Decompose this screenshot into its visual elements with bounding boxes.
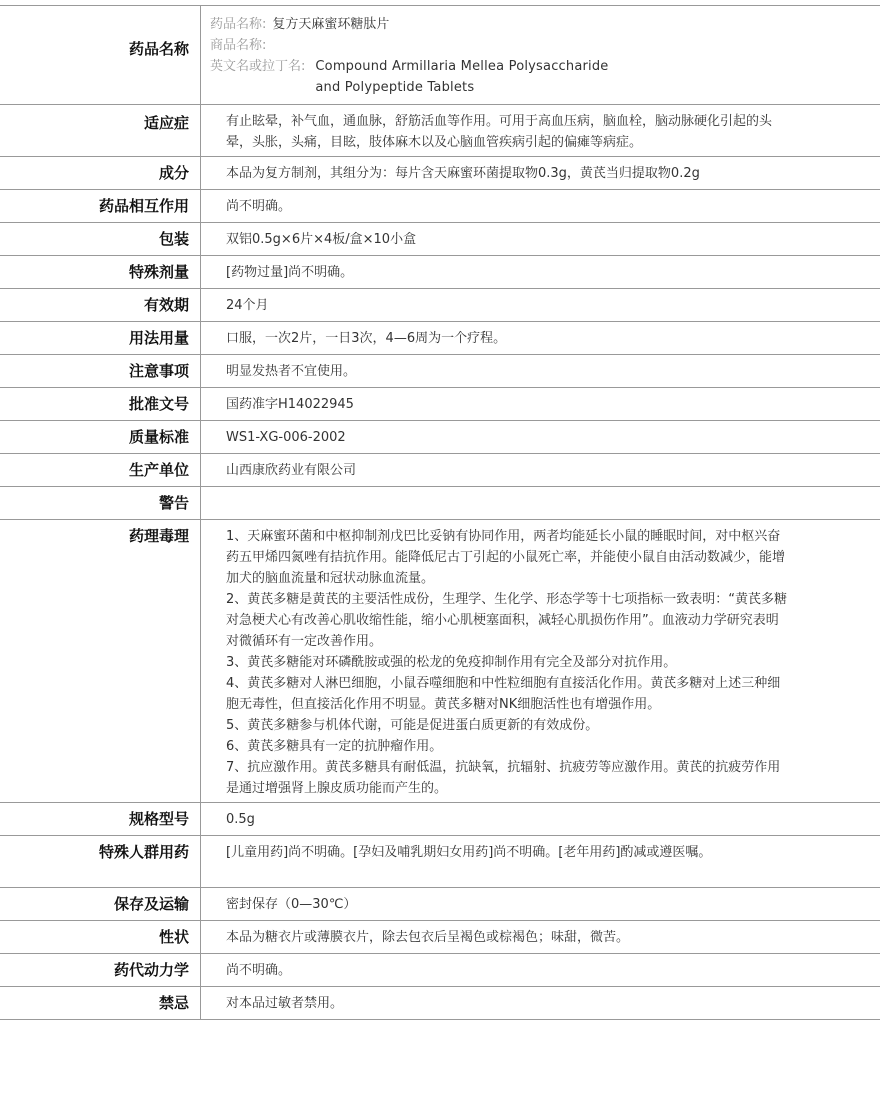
row-label: 禁忌 (0, 987, 201, 1019)
row-label: 适应症 (0, 105, 201, 156)
row-value: 本品为糖衣片或薄膜衣片，除去包衣后呈褐色或棕褐色；味甜，微苦。 (226, 930, 630, 945)
row-label: 包装 (0, 223, 201, 255)
row-value: 明显发热者不宜使用。 (226, 364, 357, 379)
pharmacology-paragraph: 6、黄芪多糖具有一定的抗肿瘤作用。 (226, 739, 443, 754)
row-label: 成分 (0, 157, 201, 189)
row-value: WS1-XG-006-2002 (226, 430, 346, 445)
row-dosage (0, 322, 880, 355)
trade-name-line (210, 35, 868, 56)
english-name-line-2: and Polypeptide Tablets (315, 80, 475, 95)
pharmacology-text (201, 520, 880, 802)
row-value: [药物过量]尚不明确。 (226, 265, 354, 280)
row-interactions (0, 190, 880, 223)
row-drug-name (0, 6, 880, 105)
row-storage (0, 888, 880, 921)
row-value: 密封保存（0—30℃） (226, 897, 357, 912)
generic-name-line (210, 14, 868, 35)
english-name-line-1: Compound Armillaria Mellea Polysaccharide (315, 59, 609, 74)
pharmacology-paragraph: 7、抗应激作用。黄芪多糖具有耐低温，抗缺氧，抗辐射、抗疲劳等应激作用。黄芪的抗疲劳作用是通过增强肾上腺皮质功能而产生的。 (226, 760, 781, 796)
row-value (201, 487, 880, 519)
pharmacology-paragraph: 5、黄芪多糖参与机体代谢，可能是促进蛋白质更新的有效成份。 (226, 718, 599, 733)
row-label: 规格型号 (0, 803, 201, 835)
row-label: 警告 (0, 487, 201, 519)
drug-name-block (201, 6, 880, 104)
row-specification (0, 803, 880, 836)
english-name-line (210, 56, 868, 98)
row-value: 24个月 (226, 298, 269, 313)
row-value: 山西康欣药业有限公司 (226, 463, 357, 478)
row-value: 尚不明确。 (226, 963, 292, 978)
row-label: 药品相互作用 (0, 190, 201, 222)
pharmacology-paragraph: 2、黄芪多糖是黄芪的主要活性成份，生理学、生化学、形态学等十七项指标一致表明：“黄芪多糖对急梗犬心有改善心肌收缩性能，缩小心肌梗塞面积，减轻心肌损伤作用”。血液动力学研究表明对微循环有一定改善作用。 (226, 592, 788, 649)
row-label: 保存及运输 (0, 888, 201, 920)
row-label: 特殊剂量 (0, 256, 201, 288)
row-label: 生产单位 (0, 454, 201, 486)
row-quality-standard (0, 421, 880, 454)
row-value: 尚不明确。 (226, 199, 292, 214)
row-label: 质量标准 (0, 421, 201, 453)
row-label: 药理毒理 (0, 520, 201, 802)
row-appearance (0, 921, 880, 954)
row-special-dosage (0, 256, 880, 289)
row-value: 对本品过敏者禁用。 (226, 996, 344, 1011)
row-value: 口服，一次2片，一日3次，4—6周为一个疗程。 (226, 331, 507, 346)
row-label: 注意事项 (0, 355, 201, 387)
row-warning (0, 487, 880, 520)
row-value: 有止眩晕，补气血，通血脉，舒筋活血等作用。可用于高血压病，脑血栓，脑动脉硬化引起的头晕，头胀，头痛，目眩，肢体麻木以及心脑血管疾病引起的偏瘫等病症。 (226, 114, 773, 150)
row-manufacturer (0, 454, 880, 487)
row-contraindications (0, 987, 880, 1020)
row-ingredients (0, 157, 880, 190)
generic-name-value: 复方天麻蜜环糖肽片 (272, 17, 390, 32)
row-label: 特殊人群用药 (0, 836, 201, 887)
drug-info-table (0, 5, 880, 1020)
row-value: 0.5g (226, 812, 255, 827)
generic-name-key: 药品名称: (210, 17, 267, 32)
row-special-populations (0, 836, 880, 888)
row-precautions (0, 355, 880, 388)
row-value: [儿童用药]尚不明确。[孕妇及哺乳期妇女用药]尚不明确。[老年用药]酌减或遵医嘱。 (226, 845, 712, 860)
row-shelf-life (0, 289, 880, 322)
row-label: 药品名称 (0, 6, 201, 104)
row-value: 本品为复方制剂，其组分为：每片含天麻蜜环菌提取物0.3g，黄芪当归提取物0.2g (226, 166, 700, 181)
row-label: 性状 (0, 921, 201, 953)
row-label: 用法用量 (0, 322, 201, 354)
row-label: 药代动力学 (0, 954, 201, 986)
pharmacology-paragraph: 4、黄芪多糖对人淋巴细胞，小鼠吞噬细胞和中性粒细胞有直接活化作用。黄芪多糖对上述三种细胞无毒性，但直接活化作用不明显。黄芪多糖对NK细胞活性也有增强作用。 (226, 676, 781, 712)
trade-name-key: 商品名称: (210, 38, 267, 53)
row-value: 双铝0.5g×6片×4板/盒×10小盒 (226, 232, 417, 247)
row-label: 有效期 (0, 289, 201, 321)
row-label: 批准文号 (0, 388, 201, 420)
english-name-key: 英文名或拉丁名: (210, 59, 306, 74)
row-indications (0, 105, 880, 157)
row-approval-number (0, 388, 880, 421)
row-pharmacokinetics (0, 954, 880, 987)
row-pharmacology (0, 520, 880, 803)
row-packaging (0, 223, 880, 256)
english-name-value (315, 56, 608, 98)
row-value: 国药准字H14022945 (226, 397, 354, 412)
pharmacology-paragraph: 1、天麻蜜环菌和中枢抑制剂戊巴比妥钠有协同作用，两者均能延长小鼠的睡眠时间，对中枢兴奋药五甲烯四氮唑有拮抗作用。能降低尼古丁引起的小鼠死亡率，并能使小鼠自由活动数减少，能增加犬的脑血流量和冠状动脉血流量。 (226, 529, 786, 586)
pharmacology-paragraph: 3、黄芪多糖能对环磷酰胺或强的松龙的免疫抑制作用有完全及部分对抗作用。 (226, 655, 677, 670)
